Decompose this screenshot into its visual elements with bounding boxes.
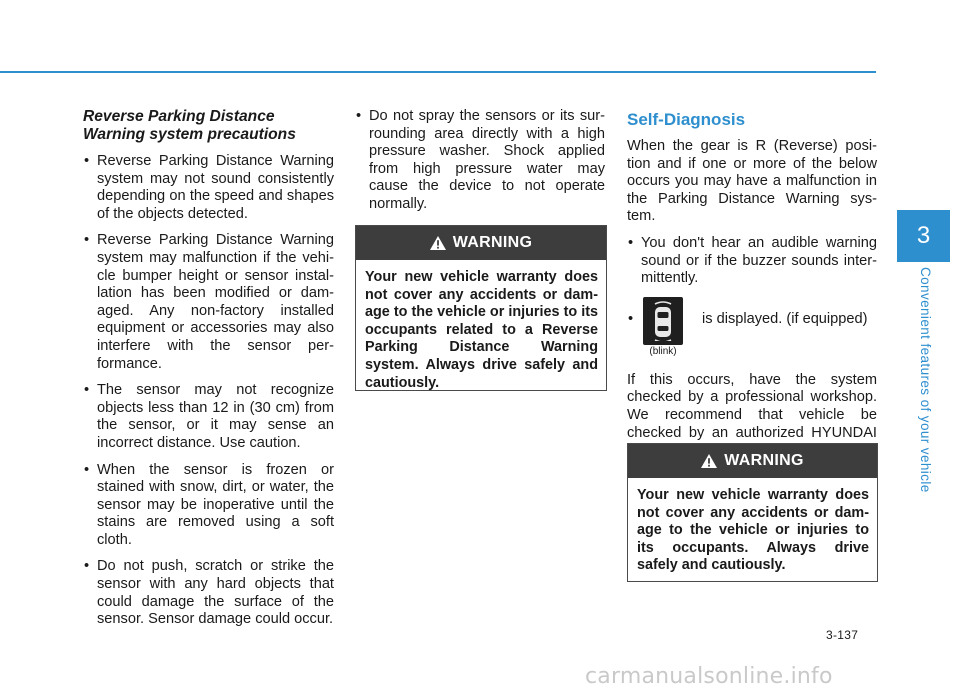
right-column: [627, 108, 877, 469]
header-rule: [0, 71, 876, 73]
parking-sensor-car-icon: [643, 297, 683, 345]
warning-box-warranty: [627, 443, 878, 582]
list-item: • Reverse Parking Distance Warning system may malfunction if the vehi-cle bumper height or sensor instal-lation has been modified or dam-aged. Any non-factory installed equipment or accessories may also interfere with the sensor per-formance.: [83, 232, 334, 373]
middle-column: [355, 108, 605, 223]
chapter-tab: 3: [897, 210, 950, 262]
list-item: • When the sensor is frozen or stained with snow, dirt, or water, the sensor may be inoperative until the stains are removed using a soft cloth.: [83, 462, 334, 550]
diagnosis-list: [627, 235, 877, 288]
chapter-label: Convenient features of your vehicle: [918, 267, 933, 493]
watermark: carmanualsonline.info: [585, 664, 833, 689]
list-item: • Do not push, scratch or strike the sensor with any hard objects that could damage the surface of the sensor. Sensor damage could occur.: [83, 558, 334, 628]
precautions-list: [83, 153, 334, 629]
indicator-wrap: [642, 297, 684, 358]
precautions-list-continued: [355, 108, 605, 214]
warning-header: [356, 226, 606, 260]
icon-description: is displayed. (if equipped): [702, 310, 868, 327]
warning-text: Your new vehicle warranty does not cover any accidents or dam-age to the vehicle or injuries to its occupants related to a Reverse Parking Distance Warning system. Always drive safely and cautiously.: [365, 269, 598, 391]
list-item: • Reverse Parking Distance Warning system may not sound consistently depending on the speed and shapes of the objects detected.: [83, 153, 334, 223]
warning-box-reverse-parking: [355, 225, 607, 391]
self-diagnosis-intro: When the gear is R (Reverse) posi-tion and if one or more of the below occurs you may have a malfunction in the Parking Distance Warning sys-tem.: [627, 138, 877, 225]
list-item: • The sensor may not recognize objects less than 12 in (30 cm) from the sensor, or it may sense an incorrect distance. Use caution.: [83, 382, 334, 452]
list-item: • You don't hear an audible warning sound or if the buzzer sounds inter-mittently.: [627, 235, 877, 288]
warning-title: WARNING: [724, 452, 804, 469]
self-diagnosis-closing: If this occurs, have the system checked by a professional workshop. We recommend that vehicle be checked by an authorized HYUNDAI: [627, 371, 877, 441]
list-item: • Do not spray the sensors or its sur-rounding area directly with a high pressure washer. Shock applied from high pressure water may cause the device to not operate normally.: [355, 108, 605, 214]
bullet-mark: •: [628, 310, 634, 327]
icon-caption: (blink): [649, 345, 677, 357]
precautions-subheading: Reverse Parking Distance Warning system precautions: [83, 108, 296, 143]
warning-header: [628, 444, 877, 478]
warning-title: WARNING: [452, 234, 533, 251]
warning-triangle-icon: [430, 236, 446, 250]
list-item-icon: [627, 297, 877, 358]
self-diagnosis-heading: Self-Diagnosis: [627, 110, 746, 129]
warning-triangle-icon: [701, 454, 717, 468]
page-number: 3-137: [826, 628, 859, 642]
warning-text: Your new vehicle warranty does not cover any accidents or dam-age to the vehicle or injuries to its occupants. Always drive safely and cautiously.: [637, 487, 869, 574]
left-column: [83, 108, 334, 638]
